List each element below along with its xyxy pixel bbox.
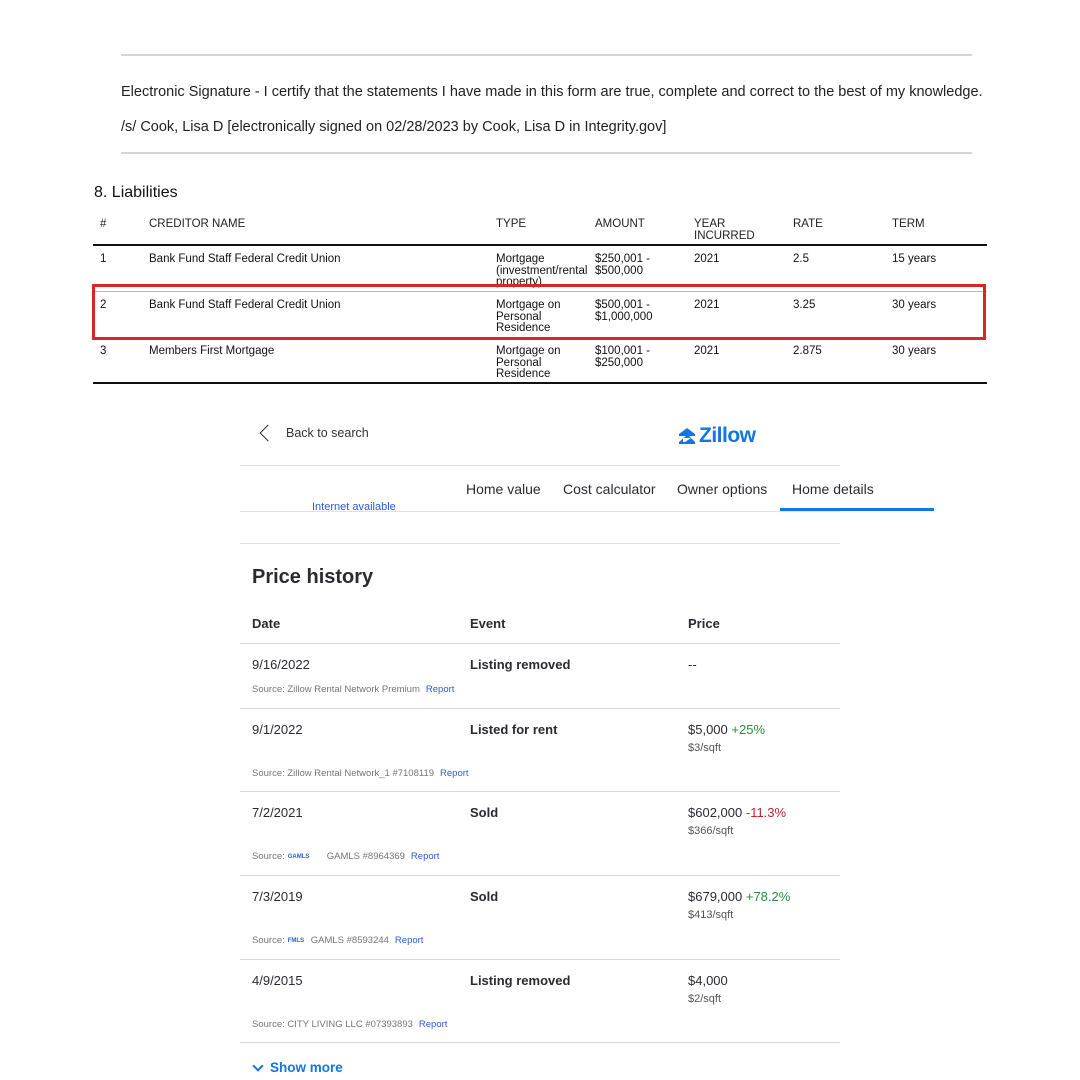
- row-creditor: Members First Mortgage: [149, 345, 275, 357]
- price-value: $679,000: [688, 889, 743, 904]
- row-event: Listed for rent: [470, 722, 558, 737]
- row-source: [252, 935, 423, 946]
- source-prefix: Source:: [252, 851, 285, 862]
- price-per-sqft: $3/sqft: [688, 742, 722, 754]
- source-text: Source: CITY LIVING LLC #07393893: [252, 1019, 413, 1030]
- column-date: Date: [252, 616, 281, 631]
- row-price: [688, 722, 765, 737]
- tab-cost-calculator[interactable]: Cost calculator: [563, 481, 656, 497]
- chevron-down-icon: [252, 1060, 263, 1071]
- source-text: Source: Zillow Rental Network Premium: [252, 684, 420, 695]
- logo-text: Zillow: [699, 424, 756, 447]
- row-source: [252, 684, 454, 695]
- row-event: Listing removed: [470, 657, 571, 672]
- price-per-sqft: $2/sqft: [688, 993, 722, 1005]
- row-event: Sold: [470, 805, 499, 820]
- price-history-title: Price history: [252, 566, 374, 588]
- row-term: 15 years: [892, 253, 937, 265]
- price-change: +78.2%: [745, 889, 791, 904]
- report-link[interactable]: Report: [418, 1019, 448, 1030]
- row-creditor: Bank Fund Staff Federal Credit Union: [149, 299, 341, 311]
- report-link[interactable]: Report: [440, 768, 469, 779]
- section-title: 8. Liabilities: [94, 184, 178, 201]
- row-term: 30 years: [892, 299, 937, 311]
- tab-home-value[interactable]: Home value: [466, 481, 541, 497]
- price-value: $602,000: [688, 805, 743, 820]
- back-label: Back to search: [286, 426, 369, 440]
- row-amount: $500,001 - $1,000,000: [595, 299, 653, 323]
- row-price: $4,000: [688, 973, 728, 988]
- top-divider: [121, 54, 972, 56]
- header-year: YEAR INCURRED: [694, 218, 755, 242]
- row-type: Mortgage on Personal Residence: [496, 345, 561, 380]
- tab-home-details[interactable]: Home details: [792, 481, 874, 497]
- row-rate: 2.5: [793, 253, 809, 265]
- signature-statement: Electronic Signature - I certify that the statements I have made in this form are true, complete and correct to the best of my knowledge.: [121, 84, 983, 100]
- row-amount: $100,001 - $250,000: [595, 345, 650, 369]
- price-history-row: [240, 709, 840, 792]
- column-price: Price: [688, 616, 720, 631]
- header-num: #: [100, 218, 107, 230]
- row-creditor: Bank Fund Staff Federal Credit Union: [149, 253, 341, 265]
- price-history-row: [240, 644, 840, 709]
- row-price: --: [688, 657, 697, 672]
- price-history-row: [240, 792, 840, 876]
- header-type: TYPE: [496, 218, 527, 230]
- row-event: Listing removed: [470, 973, 571, 988]
- price-value: $5,000: [688, 722, 728, 737]
- internet-available-link[interactable]: Internet available: [312, 501, 396, 513]
- row-date: 7/3/2019: [252, 889, 303, 904]
- row-price: [688, 805, 786, 820]
- mls-logo-icon: GAMLS: [287, 853, 310, 860]
- table-row: [93, 338, 987, 384]
- price-history-header: [240, 612, 840, 644]
- show-more-button[interactable]: [254, 1060, 343, 1075]
- row-term: 30 years: [892, 345, 937, 357]
- price-per-sqft: $413/sqft: [688, 909, 734, 921]
- header-amount: AMOUNT: [595, 218, 645, 230]
- row-highlight-box: [92, 284, 986, 340]
- source-prefix: Source:: [252, 935, 285, 946]
- report-link[interactable]: Report: [394, 935, 424, 946]
- zillow-logo[interactable]: [678, 424, 756, 448]
- row-source: [252, 851, 439, 862]
- row-num: 3: [100, 345, 107, 357]
- header-rate: RATE: [793, 218, 823, 230]
- price-change: -11.3%: [745, 805, 787, 820]
- row-source: [252, 1019, 447, 1030]
- header-creditor: CREDITOR NAME: [149, 218, 246, 230]
- report-link[interactable]: Report: [425, 684, 455, 695]
- price-change: +25%: [731, 722, 766, 737]
- zillow-house-icon: [678, 427, 696, 445]
- row-type: Mortgage on Personal Residence: [496, 299, 561, 334]
- row-date: 9/16/2022: [252, 657, 310, 672]
- source-text: Source: Zillow Rental Network_1 #7108119: [252, 768, 435, 779]
- back-to-search-link[interactable]: [258, 426, 369, 440]
- row-date: 4/9/2015: [252, 973, 303, 988]
- row-num: 1: [100, 253, 107, 265]
- source-text: GAMLS #8593244: [310, 935, 389, 946]
- show-more-label: Show more: [270, 1060, 343, 1075]
- tab-owner-options[interactable]: Owner options: [677, 481, 768, 497]
- signature-line: /s/ Cook, Lisa D [electronically signed on 02/28/2023 by Cook, Lisa D in Integrity.gov]: [121, 119, 667, 135]
- section-divider: [240, 543, 840, 544]
- row-year: 2021: [694, 299, 720, 311]
- row-event: Sold: [470, 889, 499, 904]
- bottom-divider: [121, 152, 972, 154]
- price-history-row: [240, 960, 840, 1043]
- row-year: 2021: [694, 345, 720, 357]
- row-rate: 2.875: [793, 345, 822, 357]
- mls-logo-icon: FMLS: [287, 937, 305, 944]
- row-source: [252, 768, 469, 779]
- report-link[interactable]: Report: [410, 851, 440, 862]
- row-amount: $250,001 - $500,000: [595, 253, 650, 277]
- table-header: [93, 214, 987, 246]
- row-year: 2021: [694, 253, 720, 265]
- header-term: TERM: [892, 218, 925, 230]
- price-history-row: [240, 876, 840, 960]
- row-date: 7/2/2021: [252, 805, 303, 820]
- price-per-sqft: $366/sqft: [688, 825, 734, 837]
- row-rate: 3.25: [793, 299, 816, 311]
- column-event: Event: [470, 616, 506, 631]
- row-date: 9/1/2022: [252, 722, 303, 737]
- row-num: 2: [100, 299, 107, 311]
- row-type: Mortgage (investment/rental property): [496, 253, 588, 288]
- source-text: GAMLS #8964369: [326, 851, 405, 862]
- row-price: [688, 889, 790, 904]
- zillow-header: [240, 410, 840, 466]
- chevron-left-icon: [260, 425, 277, 442]
